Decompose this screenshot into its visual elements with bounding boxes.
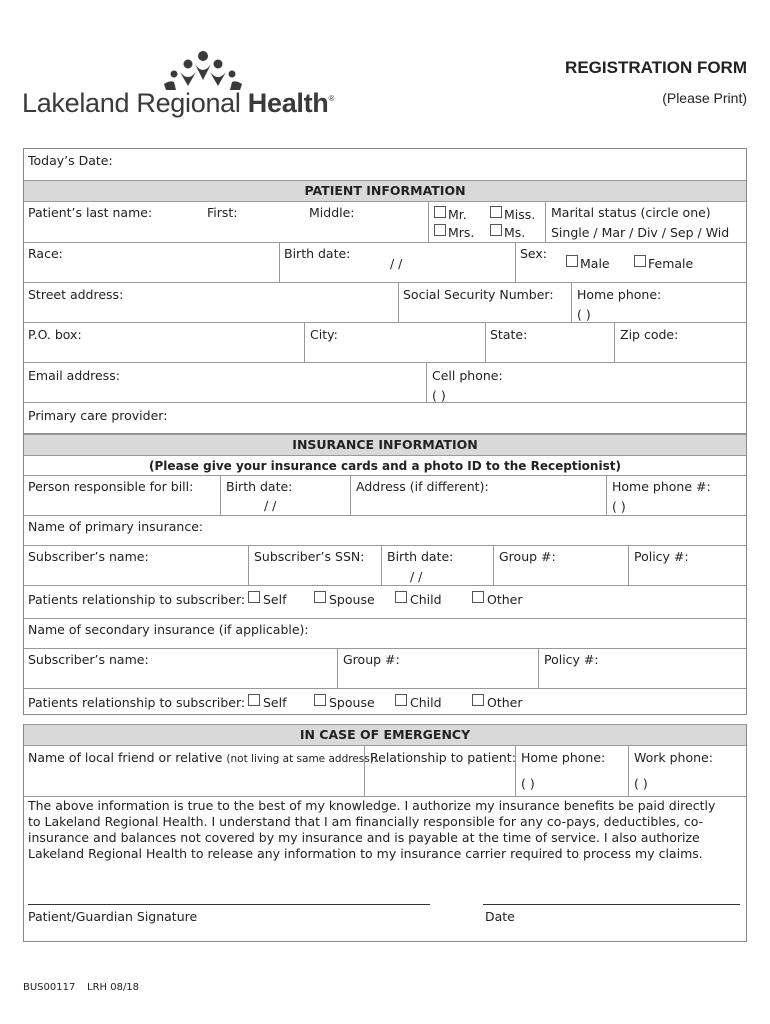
date-label: Date xyxy=(485,909,515,924)
emergency-home-phone-parens: ( ) xyxy=(521,776,535,791)
signature-line[interactable] xyxy=(28,904,430,905)
secondary-insurance-label: Name of secondary insurance (if applicable): xyxy=(28,622,309,637)
female-checkbox[interactable] xyxy=(634,255,646,267)
secondary-child-label: Child xyxy=(410,695,442,710)
responsible-birth-slashes: / / xyxy=(264,498,277,513)
responsible-phone-parens: ( ) xyxy=(612,499,626,514)
self-label: Self xyxy=(263,592,287,607)
policy-label: Policy #: xyxy=(634,549,689,564)
secondary-other-label: Other xyxy=(487,695,523,710)
spouse-checkbox[interactable] xyxy=(314,591,326,603)
secondary-self-label: Self xyxy=(263,695,287,710)
po-box-label: P.O. box: xyxy=(28,327,82,342)
ms-checkbox[interactable] xyxy=(490,224,502,236)
responsible-label: Person responsible for bill: xyxy=(28,479,194,494)
group-label: Group #: xyxy=(499,549,556,564)
form-subtitle: (Please Print) xyxy=(662,90,747,106)
relationship-label: Patients relationship to subscriber: xyxy=(28,592,246,607)
other-label: Other xyxy=(487,592,523,607)
first-name-label: First: xyxy=(207,205,238,220)
city-label: City: xyxy=(310,327,338,342)
mrs-checkbox[interactable] xyxy=(434,224,446,236)
emergency-header: IN CASE OF EMERGENCY xyxy=(24,724,746,746)
home-phone-label: Home phone: xyxy=(577,287,662,302)
child-checkbox[interactable] xyxy=(395,591,407,603)
mr-checkbox[interactable] xyxy=(434,206,446,218)
primary-care-label: Primary care provider: xyxy=(28,408,168,423)
birth-date-label: Birth date: xyxy=(284,246,351,261)
responsible-home-phone-label: Home phone #: xyxy=(612,479,711,494)
race-label: Race: xyxy=(28,246,63,261)
male-label: Male xyxy=(580,256,610,271)
last-name-label: Patient’s last name: xyxy=(28,205,153,220)
secondary-spouse-checkbox[interactable] xyxy=(314,694,326,706)
mrs-label: Mrs. xyxy=(448,225,475,240)
revision-code: LRH 08/18 xyxy=(87,982,140,993)
consent-text: The above information is true to the best of my knowledge. I authorize my insurance benefits be paid directly to Lakeland Regional Health. I understand that I am financially responsible for any co-pays, deductibles, co-insurance and balances not covered by my insurance and is payable at the time of service. I also authorize Lakeland Regional Health to release any information to my insurance carrier required to process my claims. xyxy=(28,798,716,861)
zip-code-label: Zip code: xyxy=(620,327,679,342)
secondary-spouse-label: Spouse xyxy=(329,695,375,710)
middle-name-label: Middle: xyxy=(309,205,355,220)
other-checkbox[interactable] xyxy=(472,591,484,603)
insurance-information-header: INSURANCE INFORMATION xyxy=(24,434,746,456)
secondary-group-label: Group #: xyxy=(343,652,400,667)
subscriber-birth-slashes: / / xyxy=(410,569,423,584)
secondary-child-checkbox[interactable] xyxy=(395,694,407,706)
work-phone-label: Work phone: xyxy=(634,750,713,765)
insurance-section-box xyxy=(23,434,747,715)
ms-label: Ms. xyxy=(504,225,526,240)
self-checkbox[interactable] xyxy=(248,591,260,603)
child-label: Child xyxy=(410,592,442,607)
miss-label: Miss. xyxy=(504,207,536,222)
secondary-other-checkbox[interactable] xyxy=(472,694,484,706)
relationship-patient-label: Relationship to patient: xyxy=(370,750,516,765)
todays-date-label: Today’s Date: xyxy=(28,153,113,168)
spouse-label: Spouse xyxy=(329,592,375,607)
logo-wordmark: Lakeland Regional Health® xyxy=(22,88,335,118)
street-address-label: Street address: xyxy=(28,287,124,302)
female-label: Female xyxy=(648,256,694,271)
secondary-relationship-label: Patients relationship to subscriber: xyxy=(28,695,246,710)
birth-date-slashes: / / xyxy=(390,256,403,271)
secondary-policy-label: Policy #: xyxy=(544,652,599,667)
cell-phone-parens: ( ) xyxy=(432,388,446,403)
secondary-self-checkbox[interactable] xyxy=(248,694,260,706)
home-phone-parens: ( ) xyxy=(577,307,591,322)
insurance-note: (Please give your insurance cards and a photo ID to the Receptionist) xyxy=(149,459,621,473)
friend-label: Name of local friend or relative (not living at same address): xyxy=(28,750,378,765)
sex-label: Sex: xyxy=(520,246,548,261)
form-title: REGISTRATION FORM xyxy=(565,58,747,77)
signature-label: Patient/Guardian Signature xyxy=(28,909,198,924)
form-code: BUS00117 xyxy=(23,982,76,993)
lakeland-logo-icon xyxy=(162,50,244,92)
email-label: Email address: xyxy=(28,368,120,383)
secondary-subscriber-name-label: Subscriber’s name: xyxy=(28,652,149,667)
cell-phone-label: Cell phone: xyxy=(432,368,503,383)
miss-checkbox[interactable] xyxy=(490,206,502,218)
patient-information-header: PATIENT INFORMATION xyxy=(24,180,746,202)
male-checkbox[interactable] xyxy=(566,255,578,267)
address-different-label: Address (if different): xyxy=(356,479,489,494)
work-phone-parens: ( ) xyxy=(634,776,648,791)
subscriber-ssn-label: Subscriber’s SSN: xyxy=(254,549,365,564)
subscriber-name-label: Subscriber’s name: xyxy=(28,549,149,564)
subscriber-birth-label: Birth date: xyxy=(387,549,454,564)
mr-label: Mr. xyxy=(448,207,467,222)
ssn-label: Social Security Number: xyxy=(403,287,554,302)
state-label: State: xyxy=(490,327,528,342)
primary-insurance-label: Name of primary insurance: xyxy=(28,519,204,534)
emergency-home-phone-label: Home phone: xyxy=(521,750,606,765)
marital-options[interactable]: Single / Mar / Div / Sep / Wid xyxy=(551,225,730,240)
marital-status-label: Marital status (circle one) xyxy=(551,205,711,220)
date-line[interactable] xyxy=(483,904,740,905)
responsible-birth-label: Birth date: xyxy=(226,479,293,494)
